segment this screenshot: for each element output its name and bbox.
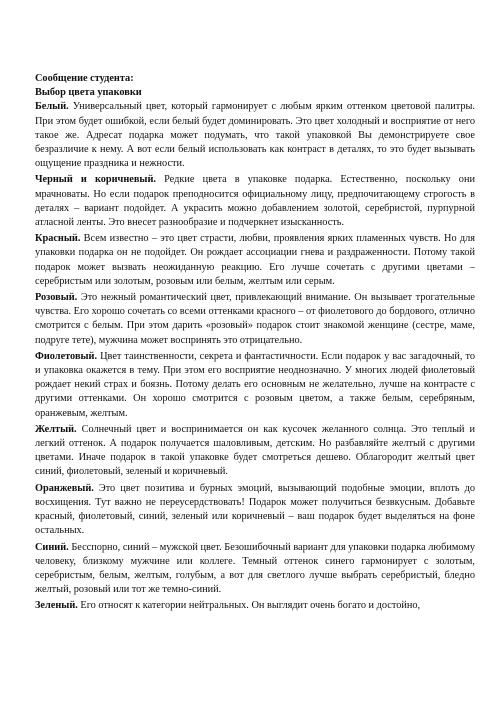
section-blue	[35, 541, 475, 598]
section-term: Зеленый.	[35, 600, 78, 612]
section-term: Желтый.	[35, 423, 77, 435]
section-white	[35, 100, 475, 171]
section-red	[35, 232, 475, 289]
section-orange	[35, 482, 475, 539]
section-pink	[35, 291, 475, 348]
section-term: Фиолетовый.	[35, 350, 98, 362]
section-green	[35, 599, 475, 613]
section-text: Это цвет позитива и бурных эмоций, вызывающий подобные эмоции, вплоть до восхищения. Тут важно не переусердствовать! Подарок может получиться безвкусным. Добавьте красный, фиолетовый, синий, зеленый или коричневый – ваш подарок будет выделяться на фоне остальных.	[35, 482, 475, 537]
section-text: Цвет таинственности, секрета и фантастичности. Если подарок у вас загадочный, то и упаковка окажется в тему. При этом его восприятие неоднозначно. У многих людей фиолетовый рождает некий страх и боязнь. Потому делать его основным не желательно, лучше на контрасте с другими оттенками. Он хорошо смотрится с розовым цветом, а также белым, серебряным, оранжевым, желтым.	[35, 350, 475, 419]
section-text: Бесспорно, синий – мужской цвет. Безошибочный вариант для упаковки подарка любимому человеку, близкому мужчине или коллеге. Темный оттенок синего гармонирует с золотым, серебристым, белым, желтым, голубым, а вот для светлого лучше выбрать серебристый, бледно желтый, розовый или тот же темно-синий.	[35, 541, 475, 596]
section-text: Всем известно – это цвет страсти, любви, проявления ярких пламенных чувств. Но для упаковки подарка он не подойдет. Он рождает ассоциации гнева и раздраженности. Потому такой подарок может вызвать неожиданную реакцию. Его лучше сочетать с другими цветами – серебристым или золотым, розовым или белым, желтым или серым.	[35, 233, 475, 287]
section-text: Солнечный цвет и воспринимается он как кусочек желанного солнца. Это теплый и легкий оттенок. А подарок получается шаловливым, детским. Но разбавляйте желтый с другими цветами. Иначе подарок в такой упаковке будет смотреться дешево. Облагородит желтый цвет синий, фиолетовый, зеленый и коричневый.	[35, 423, 475, 478]
section-term: Белый.	[35, 101, 69, 113]
section-term: Оранжевый.	[35, 482, 94, 494]
section-term: Синий.	[35, 541, 69, 553]
document-page	[35, 72, 475, 616]
student-message-heading: Сообщение студента:	[35, 73, 134, 84]
section-text: Универсальный цвет, который гармонирует с любым ярким оттенком цветовой палитры. При этом будет ошибкой, если белый будет доминировать. Это цвет холодный и восприятие от него такое же. Адресат подарка может подумать, что такой упаковкой Вы демонстрируете свое безразличие к нему. А вот если белый использовать как контраст в деталях, то это будет вызывать ощущение праздника и нежности.	[35, 101, 475, 170]
section-term: Розовый.	[35, 292, 78, 304]
section-text: Редкие цвета в упаковке подарка. Естественно, поскольку они мрачноваты. Но если подарок преподносится официальному лицу, предпочитающему строгость в деталях – вариант подойдет. А украсить можно добавлением золотой, серебристой, пурпурной атласной ленты. Это внесет разнообразие и подчеркнет изысканность.	[35, 174, 475, 229]
section-text: Это нежный романтический цвет, привлекающий внимание. Он вызывает трогательные чувства. Его хорошо сочетать со всеми оттенками красного – от фиолетового до бордового, отлично смотрится с белым. При этом дарить «розовый» подарок стоит знакомой женщине (сестре, маме, подруге тете), мужчина может воспринять это отрицательно.	[35, 292, 475, 346]
section-term: Черный и коричневый.	[35, 174, 156, 186]
page-title: Выбор цвета упаковки	[35, 87, 142, 99]
section-yellow	[35, 423, 475, 480]
section-term: Красный.	[35, 233, 81, 245]
section-violet	[35, 350, 475, 421]
section-black-brown	[35, 173, 475, 230]
section-text: Его относят к категории нейтральных. Он выглядит очень богато и достойно,	[77, 600, 421, 612]
